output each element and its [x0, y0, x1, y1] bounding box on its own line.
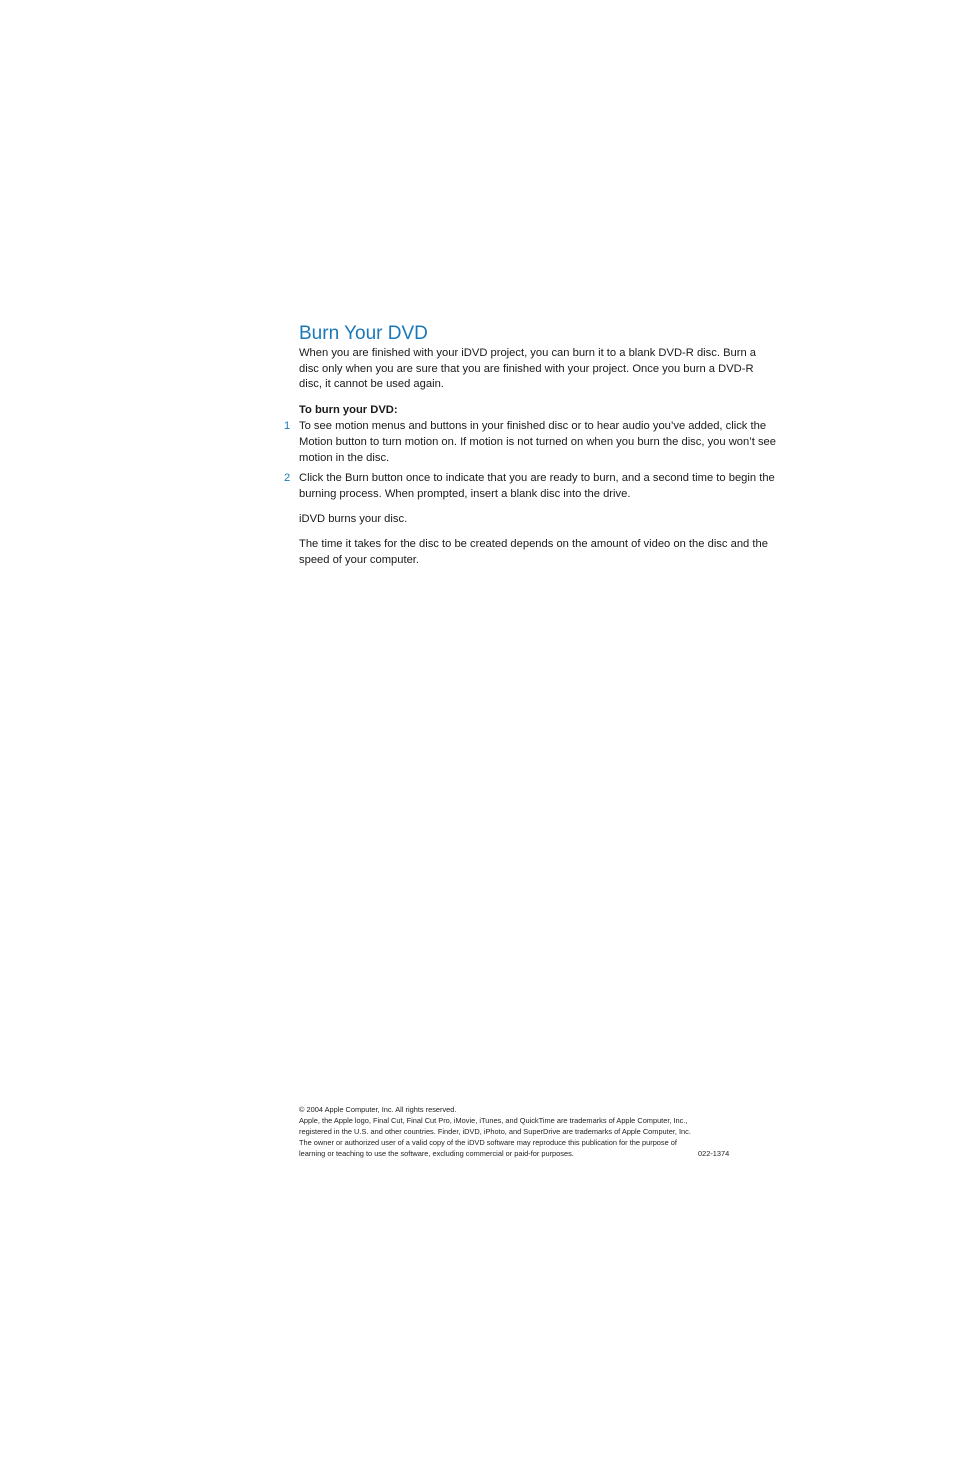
step-number: 2 [284, 472, 291, 484]
result-paragraph: iDVD burns your disc. [299, 513, 408, 525]
step-text: To see motion menus and buttons in your finished disc or to hear audio you’ve added, click the Motion button to turn motion on. If motion is not turned on when you burn the disc, you won’t see motion in the disc. [299, 420, 776, 464]
usage-line: The owner or authorized user of a valid copy of the iDVD software may reproduce this publication for the purpose of [299, 1138, 677, 1148]
legal-footer [299, 1104, 739, 1159]
step-number: 1 [284, 420, 291, 432]
result-paragraph: The time it takes for the disc to be created depends on the amount of video on the disc and the speed of your computer. [299, 538, 768, 566]
usage-line-container [299, 1148, 739, 1159]
usage-line: learning or teaching to use the software, excluding commercial or paid-for purposes. [299, 1149, 574, 1159]
page-title: Burn Your DVD [299, 323, 428, 344]
intro-paragraph: When you are finished with your iDVD project, you can burn it to a blank DVD-R disc. Burn a disc only when you are sure that you are finished with your project. Once you burn a DVD-R disc, it cannot be used again. [299, 347, 757, 391]
document-code: 022-1374 [698, 1149, 730, 1159]
trademark-line: Apple, the Apple logo, Final Cut, Final Cut Pro, iMovie, iTunes, and QuickTime are trademarks of Apple Computer, Inc., [299, 1116, 688, 1126]
step-text: Click the Burn button once to indicate that you are ready to burn, and a second time to begin the burning process. When prompted, insert a blank disc into the drive. [299, 472, 775, 500]
task-heading: To burn your DVD: [299, 404, 398, 416]
copyright-notice: © 2004 Apple Computer, Inc. All rights reserved. [299, 1105, 457, 1114]
trademark-line: registered in the U.S. and other countries. Finder, iDVD, iPhoto, and SuperDrive are trademarks of Apple Computer, Inc. [299, 1127, 691, 1137]
